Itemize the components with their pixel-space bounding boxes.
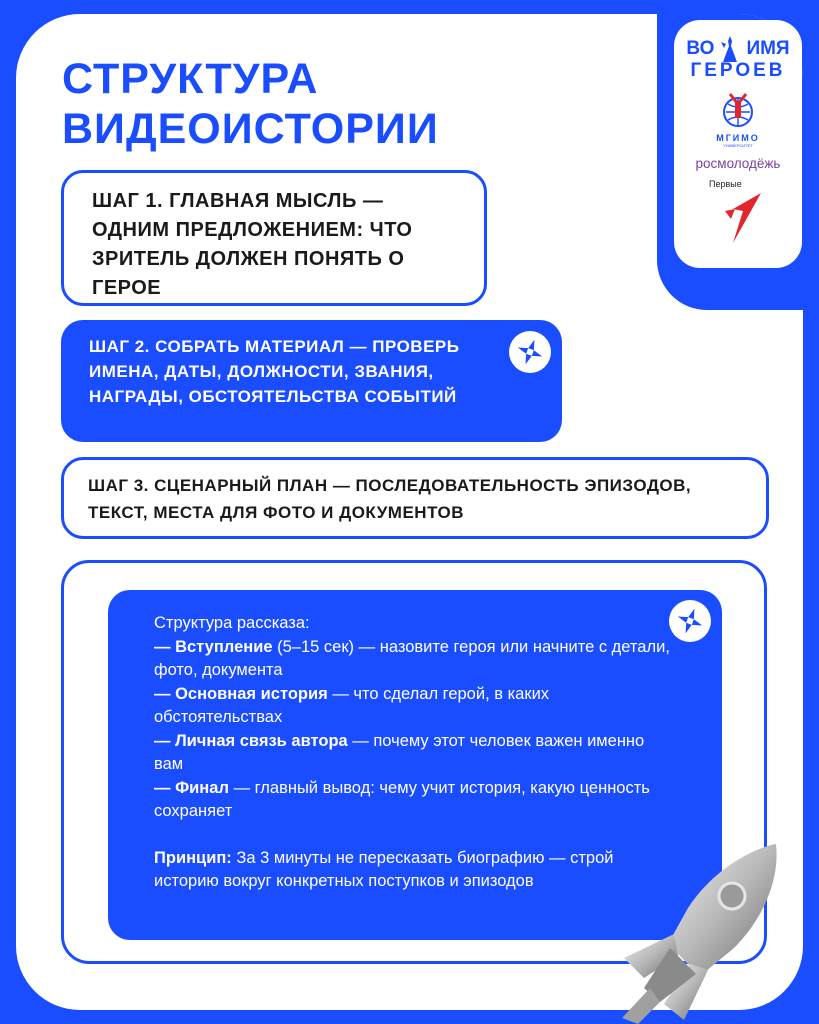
step-2-box bbox=[61, 320, 562, 442]
story-item-intro bbox=[154, 636, 676, 683]
step-2-label: ШАГ 2. СОБРАТЬ МАТЕРИАЛ — ПРОВЕРЬ ИМЕНА, ДАТЫ, ДОЛЖНОСТИ, ЗВАНИЯ, НАГРАДЫ, ОБСТОЯТЕЛЬСТВА СОБЫТИЙ bbox=[89, 337, 460, 406]
story-item-personal-text: — почему этот человек важен именно вам bbox=[154, 731, 645, 773]
story-item-main-title: — Основная история bbox=[154, 684, 328, 703]
title-line-1: СТРУКТУРА bbox=[62, 55, 319, 103]
story-heading: Структура рассказа: bbox=[154, 614, 310, 632]
logo-text-imya: ИМЯ bbox=[746, 38, 790, 59]
logo-text-vo: ВО bbox=[686, 38, 715, 59]
mgimo-logo bbox=[708, 92, 768, 148]
pervye-logo bbox=[703, 179, 773, 243]
story-item-personal bbox=[154, 730, 676, 777]
rocket-icon bbox=[604, 838, 794, 1024]
pervye-text: Первые bbox=[709, 179, 742, 189]
partner-logos bbox=[674, 20, 802, 268]
step-1-label: ШАГ 1. ГЛАВНАЯ МЫСЛЬ — ОДНИМ ПРЕДЛОЖЕНИЕМ: ЧТО ЗРИТЕЛЬ ДОЛЖЕН ПОНЯТЬ О ГЕРОЕ bbox=[92, 190, 413, 299]
page-title bbox=[62, 54, 439, 154]
mgimo-emblem-icon bbox=[708, 92, 768, 128]
story-principle-title: Принцип: bbox=[154, 848, 232, 867]
story-item-main-text: — что сделал герой, в каких обстоятельствах bbox=[154, 684, 550, 726]
logo-text-geroev: ГЕРОЕВ bbox=[690, 60, 786, 81]
step-3-label: ШАГ 3. СЦЕНАРНЫЙ ПЛАН — ПОСЛЕДОВАТЕЛЬНОСТЬ ЭПИЗОДОВ, ТЕКСТ, МЕСТА ДЛЯ ФОТО И ДОКУМЕНТОВ bbox=[88, 476, 692, 522]
mgimo-name: МГИМО bbox=[716, 133, 760, 143]
title-line-2: ВИДЕОИСТОРИИ bbox=[62, 105, 439, 153]
story-principle bbox=[154, 847, 624, 894]
mgimo-sub: УНИВЕРСИТЕТ bbox=[723, 143, 753, 148]
story-item-final-title: — Финал bbox=[154, 778, 229, 797]
pervye-logo-icon bbox=[703, 191, 773, 243]
story-item-personal-title: — Личная связь автора bbox=[154, 731, 348, 750]
rosmolodezh-logo: росмолодёжь bbox=[695, 156, 781, 171]
step-1-box bbox=[61, 170, 487, 306]
story-item-intro-text: (5–15 сек) — назовите героя или начните с детали, фото, документа bbox=[154, 637, 670, 679]
story-item-final-text: — главный вывод: чему учит история, какую ценность сохраняет bbox=[154, 778, 650, 820]
story-item-intro-title: — Вступление bbox=[154, 637, 273, 656]
sparkle-icon bbox=[509, 331, 551, 373]
story-principle-text: За 3 минуты не пересказать биографию — строй историю вокруг конкретных поступков и эпизодов bbox=[154, 848, 614, 890]
story-item-main bbox=[154, 683, 676, 730]
story-item-final bbox=[154, 777, 676, 824]
sparkle-icon bbox=[669, 600, 711, 642]
step-3-box bbox=[61, 457, 769, 539]
